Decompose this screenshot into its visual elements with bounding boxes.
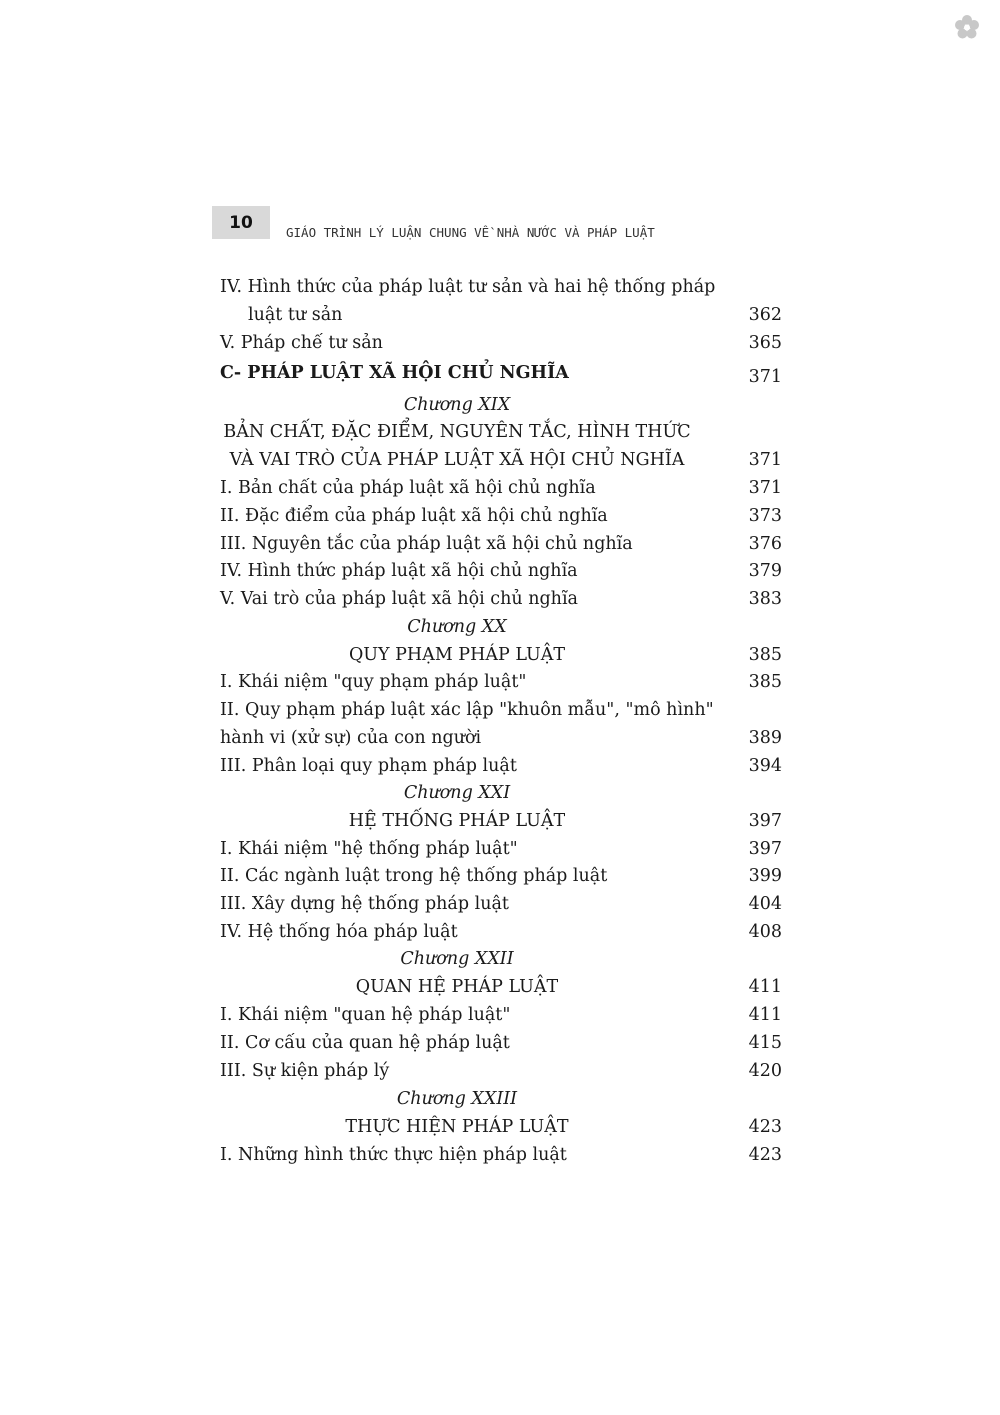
toc-section-heading: C- PHÁP LUẬT XÃ HỘI CHỦ NGHĨA 371 xyxy=(220,363,782,387)
chapter-label: Chương XXII xyxy=(400,949,514,969)
toc-entry: I. Bản chất của pháp luật xã hội chủ nghĩa 371 xyxy=(220,478,782,498)
chapter-label: Chương XXI xyxy=(403,783,511,803)
chapter-title: THỰC HIỆN PHÁP LUẬT 423 xyxy=(345,1117,782,1137)
running-title: GIÁO TRÌNH LÝ LUẬN CHUNG VỀ NHÀ NƯỚC VÀ PHÁP LUẬT xyxy=(286,225,655,240)
toc-entry: IV. Hệ thống hóa pháp luật 408 xyxy=(220,922,782,942)
toc-entry: luật tư sản 362 xyxy=(248,305,782,325)
chapter-title: HỆ THỐNG PHÁP LUẬT 397 xyxy=(348,811,782,831)
toc-entry: V. Pháp chế tư sản 365 xyxy=(220,333,782,353)
toc-entry: IV. Hình thức pháp luật xã hội chủ nghĩa 379 xyxy=(220,561,782,581)
toc-entry: III. Sự kiện pháp lý 420 xyxy=(220,1061,782,1081)
toc-entry: I. Những hình thức thực hiện pháp luật 423 xyxy=(220,1145,782,1165)
toc-entry: IV. Hình thức của pháp luật tư sản và hai hệ thống pháp xyxy=(220,277,716,297)
toc-entry: II. Các ngành luật trong hệ thống pháp luật 399 xyxy=(220,866,782,886)
chapter-title: BẢN CHẤT, ĐẶC ĐIỂM, NGUYÊN TẮC, HÌNH THỨC xyxy=(223,422,691,442)
toc-entry: I. Khái niệm "hệ thống pháp luật" 397 xyxy=(220,839,782,859)
toc-entry: I. Khái niệm "quan hệ pháp luật" 411 xyxy=(220,1005,782,1025)
toc-entry: III. Phân loại quy phạm pháp luật 394 xyxy=(220,756,782,776)
toc-entry: hành vi (xử sự) của con người 389 xyxy=(220,728,782,748)
toc-entry: V. Vai trò của pháp luật xã hội chủ nghĩa 383 xyxy=(220,589,782,609)
toc-entry: II. Quy phạm pháp luật xác lập "khuôn mẫu", "mô hình" xyxy=(220,700,714,720)
toc-entry: III. Nguyên tắc của pháp luật xã hội chủ nghĩa 376 xyxy=(220,534,782,554)
chapter-label: Chương XIX xyxy=(403,395,511,415)
toc-entry: II. Cơ cấu của quan hệ pháp luật 415 xyxy=(220,1033,782,1053)
chapter-title: QUY PHẠM PHÁP LUẬT 385 xyxy=(348,645,782,665)
toc-entry: II. Đặc điểm của pháp luật xã hội chủ nghĩa 373 xyxy=(220,506,782,526)
chapter-label: Chương XXIII xyxy=(396,1089,518,1109)
chapter-title: QUAN HỆ PHÁP LUẬT 411 xyxy=(355,977,782,997)
toc-entry: I. Khái niệm "quy phạm pháp luật" 385 xyxy=(220,672,782,692)
page-number: 10 xyxy=(212,206,270,239)
chapter-title: VÀ VAI TRÒ CỦA PHÁP LUẬT XÃ HỘI CHỦ NGHĨA 371 xyxy=(229,450,782,470)
chapter-label: Chương XX xyxy=(407,617,507,637)
toc-entry: III. Xây dựng hệ thống pháp luật 404 xyxy=(220,894,782,914)
